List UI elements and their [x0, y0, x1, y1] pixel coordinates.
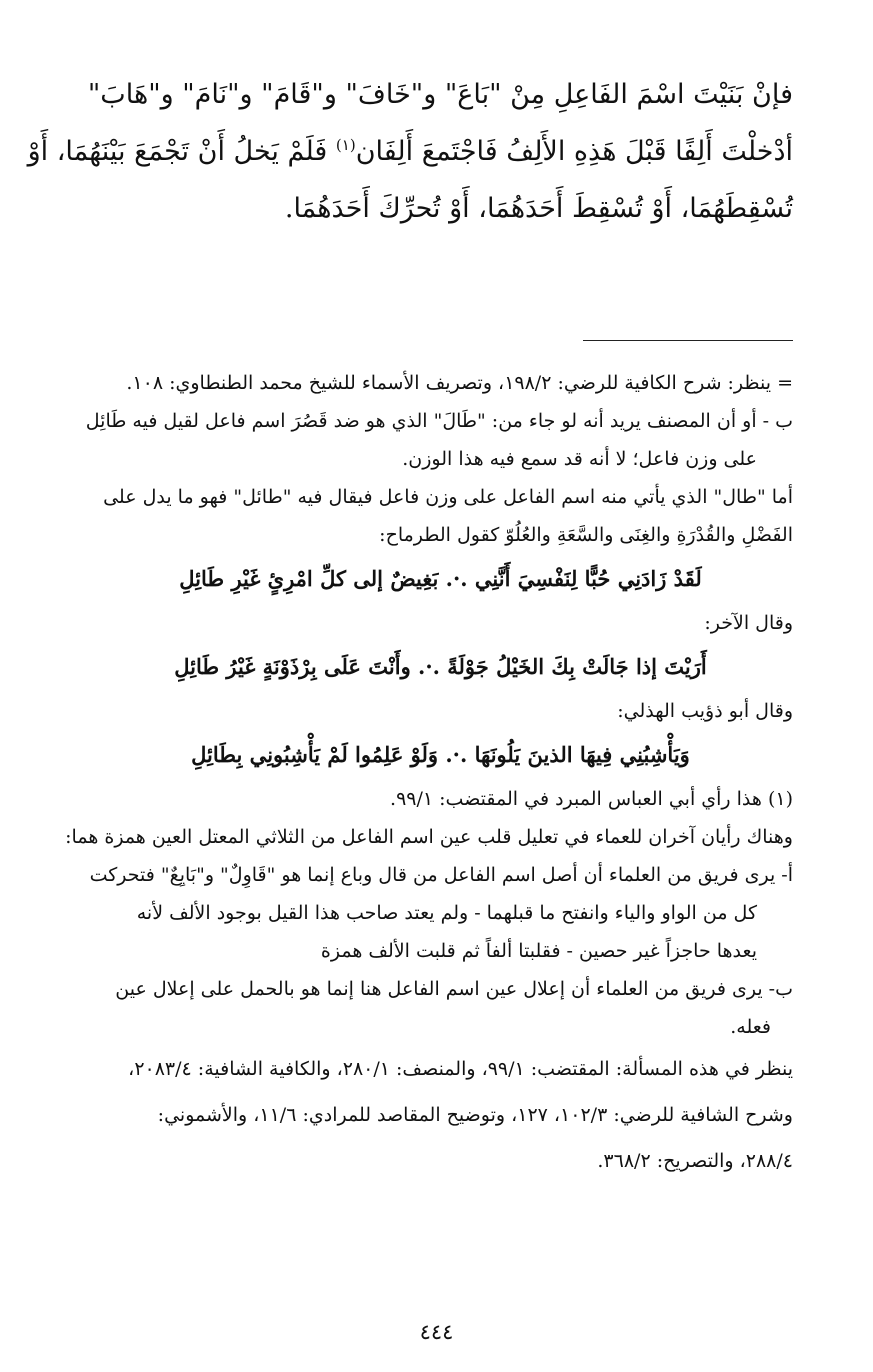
- footnote-line: ب - أو أن المصنف يريد أنه لو جاء من: "طَالَ" الذي هو ضد قَصُرَ اسم فاعل لقيل فيه طَائِل: [85, 410, 793, 432]
- footnote-line: ينظر في هذه المسألة: المقتضب: ٩٩/١، والمنصف: ٢٨٠/١، والكافية الشافية: ٢٠٨٣/٤،: [128, 1058, 793, 1080]
- main-text-segment: فَلَمْ يَخلُ أَنْ تَجْمَعَ بَيْنَهُمَا، أَوْ: [27, 136, 336, 167]
- footnote-line: أ- يرى فريق من العلماء أن أصل اسم الفاعل من قال وباع إنما هو "قَاوِلٌ" و"بَايِعٌ" فتحركت: [89, 864, 793, 886]
- footnote-line: ب- يرى فريق من العلماء أن إعلال عين اسم الفاعل هنا إنما هو بالحمل على إعلال عين: [115, 978, 793, 1000]
- footnote-line: (١) هذا رأي أبي العباس المبرد في المقتضب: ٩٩/١.: [390, 788, 793, 810]
- footnote-line: وقال أبو ذؤيب الهذلي:: [617, 700, 793, 722]
- main-text-block: [27, 66, 793, 237]
- footnotes-block: [48, 364, 793, 1184]
- poetry-verse: أَرَيْتَ إذا جَالَتْ بِكَ الخَيْلُ جَوْلَةً .·. وأَنْتَ عَلَى بِرْذَوْنَةٍ غَيْرُ طَائِلِ: [174, 654, 707, 679]
- footnote-line: وقال الآخر:: [704, 612, 793, 634]
- footnote-line: = ينظر: شرح الكافية للرضي: ١٩٨/٢، وتصريف الأسماء للشيخ محمد الطنطاوي: ١٠٨.: [126, 372, 793, 394]
- footnote-line: يعدها حاجزاً غير حصين - فقلبتا ألفاً ثم قلبت الألف همزة: [320, 940, 757, 962]
- footnote-line: ٢٨٨/٤، والتصريح: ٣٦٨/٢.: [597, 1150, 793, 1172]
- footnote-separator: [583, 340, 793, 341]
- main-text-line: فإنْ بَنَيْتَ اسْمَ الفَاعِلِ مِنْ "بَاعَ" و"خَافَ" و"قَامَ" و"نَامَ" و"هَابَ": [87, 79, 793, 110]
- footnote-marker: (١): [335, 136, 356, 154]
- poetry-verse: وَيَأْشِبُنِي فِيهَا الذينَ يَلُونَهَا .·. وَلَوْ عَلِمُوا لَمْ يَأْشِبُونِي بِطَائِلِ: [191, 742, 690, 767]
- footnote-line: كل من الواو والياء وانفتح ما قبلهما - ولم يعتد صاحب هذا القيل بوجود الألف لأنه: [136, 902, 757, 924]
- footnote-line: وهناك رأيان آخران للعماء في تعليل قلب عين اسم الفاعل من الثلاثي المعتل العين همزة هما:: [65, 826, 793, 848]
- footnote-line: أما "طال" الذي يأتي منه اسم الفاعل على وزن فاعل فيقال فيه "طائل" فهو ما يدل على: [103, 486, 793, 508]
- footnote-line: الفَضْلِ والقُدْرَةِ والغِنَى والسَّعَةِ والعُلُوّ كقول الطرماح:: [379, 524, 793, 546]
- poetry-verse: لَقَدْ زَادَنِي حُبًّا لِنَفْسِيَ أَنَّنِي .·. بَغِيضٌ إلى كلِّ امْرِئٍ غَيْرِ طَائِلِ: [179, 566, 702, 591]
- main-text-line: [27, 123, 793, 180]
- main-text-segment: أدْخلْتَ أَلِفًا قَبْلَ هَذِهِ الأَلِفُ فَاجْتَمعَ أَلِفَان: [355, 136, 793, 167]
- footnote-line: على وزن فاعل؛ لا أنه قد سمع فيه هذا الوزن.: [402, 448, 757, 470]
- page-number: ٤٤٤: [419, 1320, 454, 1344]
- main-text-line: تُسْقِطَهُمَا، أَوْ تُسْقِطَ أَحَدَهُمَا، أَوْ تُحرِّكَ أَحَدَهُمَا.: [284, 193, 793, 224]
- footnote-line: وشرح الشافية للرضي: ١٠٢/٣، ١٢٧، وتوضيح المقاصد للمرادي: ١١/٦، والأشموني:: [157, 1104, 793, 1126]
- footnote-line: فعله.: [730, 1016, 771, 1038]
